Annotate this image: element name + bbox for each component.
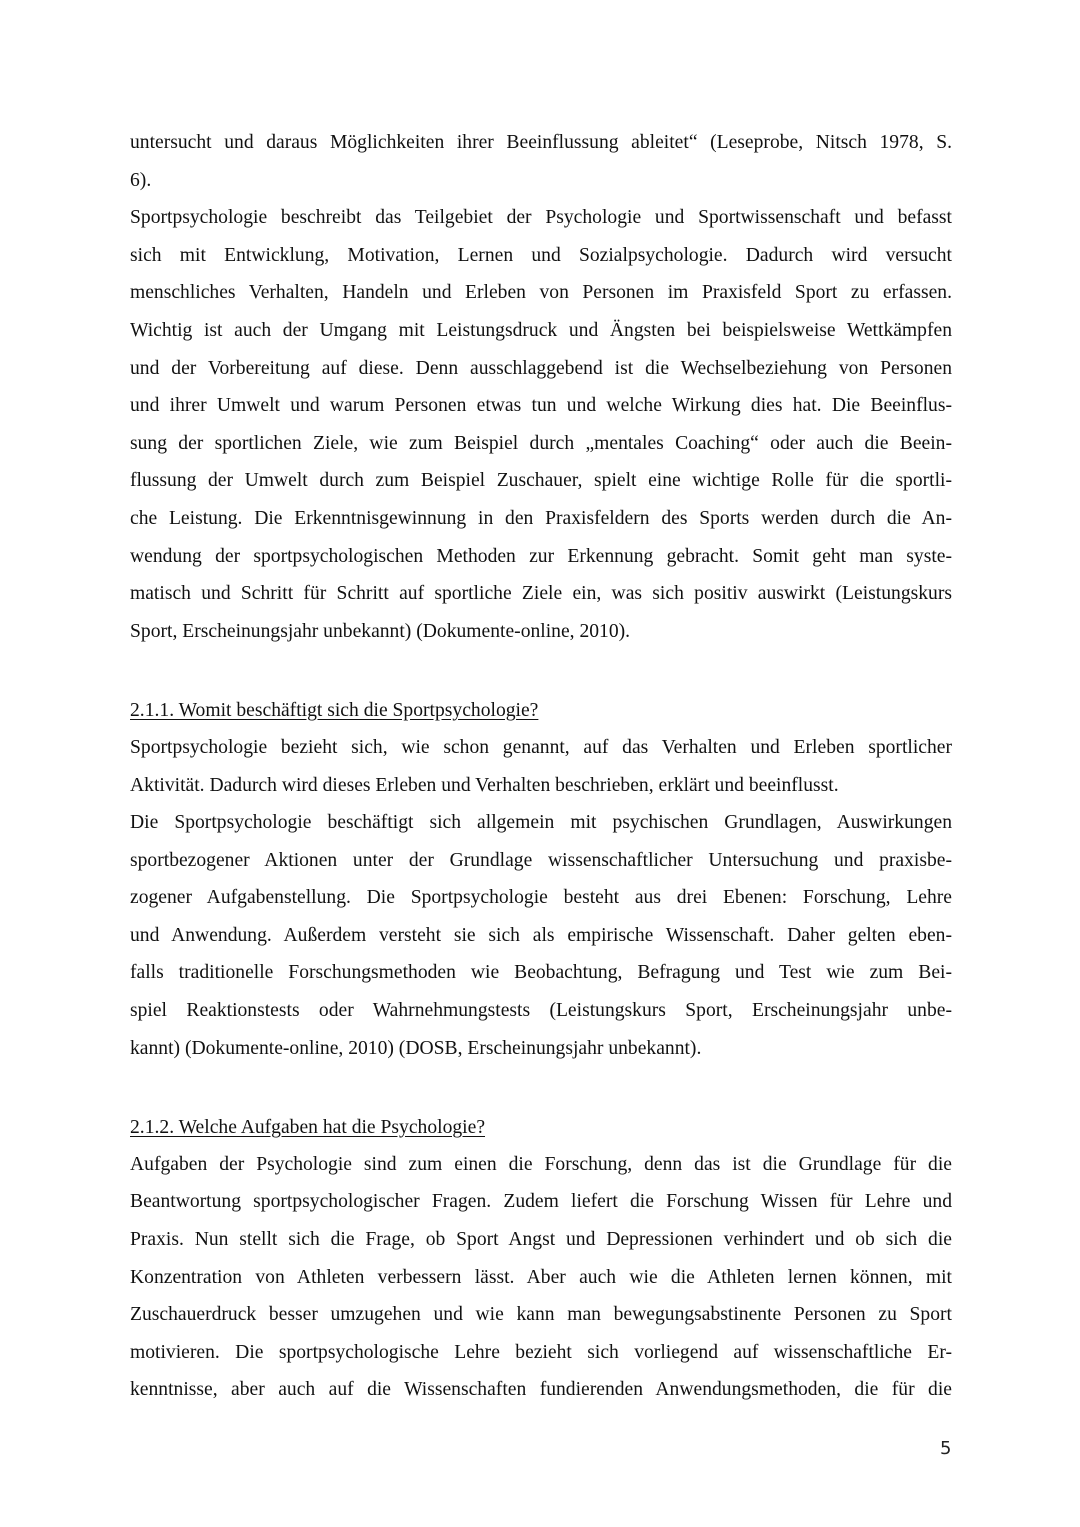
- section-heading: 2.1.1. Womit beschäftigt sich die Sportpsychologie?: [130, 699, 539, 721]
- blank-line: [130, 650, 952, 688]
- text-line: Zuschauerdruck besser umzugehen und wie kann man bewegungsabstinente Personen zu Sport: [130, 1304, 952, 1326]
- text-line: matisch und Schritt für Schritt auf sportliche Ziele ein, was sich positiv auswirkt (Leistungskurs: [130, 583, 952, 605]
- text-line: che Leistung. Die Erkenntnisgewinnung in den Praxisfeldern des Sports werden durch die An-: [130, 507, 952, 529]
- text-line: und der Vorbereitung auf diese. Denn ausschlaggebend ist die Wechselbeziehung von Personen: [130, 357, 952, 379]
- page-number: 5: [940, 1438, 952, 1459]
- section-heading: 2.1.2. Welche Aufgaben hat die Psychologie?: [130, 1116, 486, 1138]
- text-line: sich mit Entwicklung, Motivation, Lernen und Sozialpsychologie. Dadurch wird versucht: [130, 244, 952, 266]
- text-line: und ihrer Umwelt und warum Personen etwas tun und welche Wirkung dies hat. Die Beeinflus-: [130, 395, 952, 417]
- text-line: Aktivität. Dadurch wird dieses Erleben und Verhalten beschrieben, erklärt und beeinflusst.: [130, 774, 839, 796]
- text-line: Sport, Erscheinungsjahr unbekannt) (Dokumente-online, 2010).: [130, 620, 631, 642]
- text-line: falls traditionelle Forschungsmethoden wie Beobachtung, Befragung und Test wie zum Bei-: [130, 962, 952, 984]
- text-line: und Anwendung. Außerdem versteht sie sich als empirische Wissenschaft. Daher gelten eben-: [130, 924, 952, 946]
- text-line: flussung der Umwelt durch zum Beispiel Zuschauer, spielt eine wichtige Rolle für die sportli-: [130, 470, 952, 492]
- text-line: kannt) (Dokumente-online, 2010) (DOSB, Erscheinungsjahr unbekannt).: [130, 1037, 702, 1059]
- text-line: Praxis. Nun stellt sich die Frage, ob Sport Angst und Depressionen verhindert und ob sich die: [130, 1229, 952, 1251]
- blank-line: [130, 1067, 952, 1105]
- text-line: Konzentration von Athleten verbessern lässt. Aber auch wie die Athleten lernen können, mit: [130, 1266, 952, 1288]
- document-body: [130, 124, 952, 1409]
- text-line: sung der sportlichen Ziele, wie zum Beispiel durch „mentales Coaching“ oder auch die Beein-: [130, 432, 952, 454]
- paragraph: [130, 199, 952, 650]
- paragraph: [130, 1146, 952, 1409]
- paragraph: [130, 804, 952, 1067]
- text-line: untersucht und daraus Möglichkeiten ihrer Beeinflussung ableitet“ (Leseprobe, Nitsch 1978, S.: [130, 132, 952, 153]
- paragraph: [130, 729, 952, 804]
- text-line: Die Sportpsychologie beschäftigt sich allgemein mit psychischen Grundlagen, Auswirkungen: [130, 812, 952, 834]
- text-line: menschliches Verhalten, Handeln und Erleben von Personen im Praxisfeld Sport zu erfassen.: [130, 282, 952, 304]
- text-line: 6).: [130, 169, 152, 191]
- paragraph: [130, 124, 952, 199]
- text-line: spiel Reaktionstests oder Wahrnehmungstests (Leistungskurs Sport, Erscheinungsjahr unbe-: [130, 1000, 952, 1022]
- text-line: sportbezogener Aktionen unter der Grundlage wissenschaftlicher Untersuchung und praxisbe-: [130, 849, 952, 871]
- text-line: Beantwortung sportpsychologischer Fragen. Zudem liefert die Forschung Wissen für Lehre und: [130, 1191, 952, 1213]
- text-line: zogener Aufgabenstellung. Die Sportpsychologie besteht aus drei Ebenen: Forschung, Lehre: [130, 887, 952, 909]
- text-line: Aufgaben der Psychologie sind zum einen die Forschung, denn das ist die Grundlage für die: [130, 1153, 952, 1175]
- text-line: Sportpsychologie beschreibt das Teilgebiet der Psychologie und Sportwissenschaft und befasst: [130, 207, 952, 229]
- text-line: motivieren. Die sportpsychologische Lehre bezieht sich vorliegend auf wissenschaftliche Er-: [130, 1341, 952, 1363]
- text-line: Sportpsychologie bezieht sich, wie schon genannt, auf das Verhalten und Erleben sportlicher: [130, 736, 952, 758]
- text-line: Wichtig ist auch der Umgang mit Leistungsdruck und Ängsten bei beispielsweise Wettkämpfen: [130, 319, 952, 341]
- text-line: kenntnisse, aber auch auf die Wissenschaften fundierenden Anwendungsmethoden, die für die: [130, 1379, 952, 1401]
- text-line: wendung der sportpsychologischen Methoden zur Erkennung gebracht. Somit geht man syste-: [130, 545, 952, 567]
